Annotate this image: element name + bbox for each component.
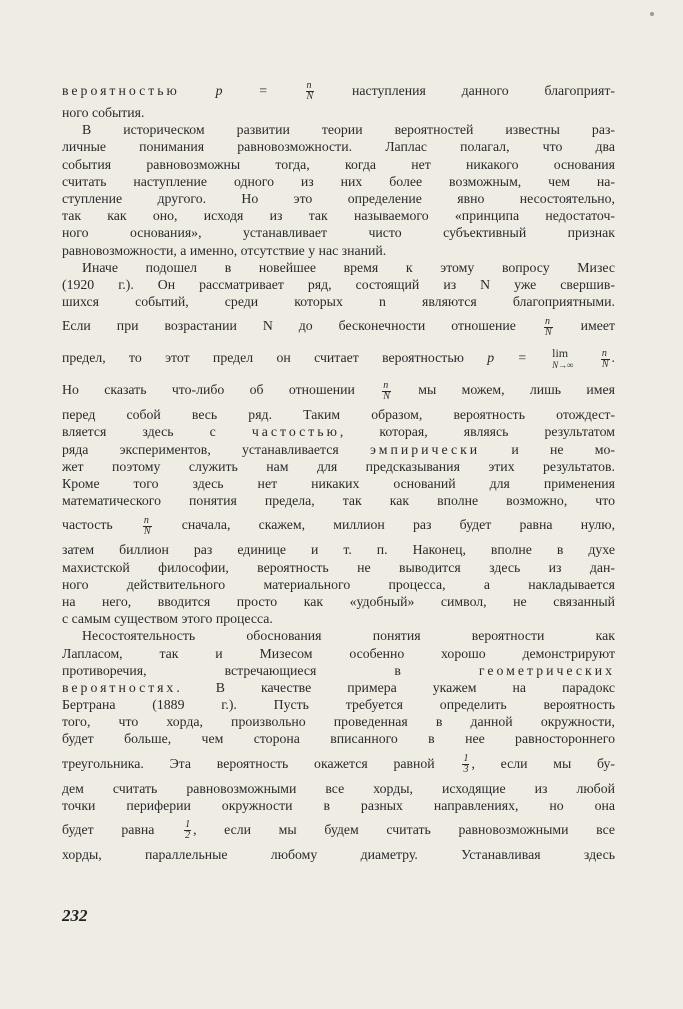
spaced-word: частостью (251, 424, 340, 440)
text-line-13: шихся событий, среди которых n являются благоприятными. (62, 294, 615, 310)
text-line-38: точки периферии окружности в разных направлениях, но она (62, 797, 615, 813)
text-line-32: вероятностях. В качестве примера укажем на парадокс (62, 679, 615, 695)
page-body (62, 78, 615, 863)
text-line-30: Лапласом, так и Мизесом особенно хорошо демонстрируют (62, 645, 615, 661)
text-line-5: события равновозможны тогда, когда нет никакого основания (62, 156, 615, 172)
text-line-25: махистской философии, вероятность не выводится здесь из дан- (62, 559, 615, 575)
text-line-6: считать наступление одного из них более возможным, чем на- (62, 173, 615, 189)
text-line-9: ного основания», устанавливает чисто субъективный признак (62, 225, 615, 241)
text-line-26: ного действительного материального процесса, а накладывается (62, 576, 615, 592)
text-line-15: предел, то этот предел он считает вероятностью p = lim N→∞ $\frac{n}{N}$ . (62, 346, 615, 371)
math-p: p = (487, 350, 527, 366)
fraction-one-third: $\frac{1}{3}$ (463, 752, 469, 775)
text-line-28: с самым существом этого процесса. (62, 611, 273, 627)
text-line-29: Несостоятельность обоснования понятия вероятности как (82, 628, 615, 644)
text-line-8: так как оно, исходя из так называемого «принципа недостаточ- (62, 208, 615, 224)
fraction-n-N: $\frac{n}{N}$ (544, 315, 552, 338)
text-line-14: Если при возрастании N до бесконечности отношение $\frac{n}{N}$ имеет (62, 315, 615, 338)
text-line-31: противоречия, встречающиеся в геометрических (62, 662, 615, 678)
spaced-word: геометрических (478, 662, 615, 678)
text-line-39: будет равна $\frac{1}{2}$ , если мы будем считать равновозможными все (62, 819, 615, 842)
fraction-n-N: $\frac{n}{N}$ (306, 80, 314, 103)
spaced-word: вероятностях (62, 679, 177, 695)
text-line-35: будет больше, чем сторона вписанного в нее равностороннего (62, 731, 615, 747)
text-line-21: Кроме того здесь нет никаких оснований для применения (62, 476, 615, 491)
text-line-24: затем биллион раз единице и т. п. Наконец, вполне в духе (62, 542, 615, 558)
text-line-4: личные понимания равновозможности. Лаплас полагал, что два (62, 139, 615, 155)
math-p: p = (215, 83, 268, 98)
text-line-22: математического понятия предела, так как вполне возможно, что (62, 493, 615, 509)
text-line-10: равновозможности, а именно, отсутствие у нас знаний. (62, 242, 387, 258)
text-line-36: треугольника. Эта вероятность окажется равной $\frac{1}{3}$ , если мы бу- (62, 752, 615, 775)
scan-speck (650, 12, 654, 16)
spaced-word: эмпирически (369, 441, 481, 457)
fraction-one-half: $\frac{1}{2}$ (185, 819, 191, 842)
text-line-16: Но сказать что-либо об отношении $\frac{n}{N}$ мы можем, лишь имея (62, 379, 615, 402)
fraction-n-N: $\frac{n}{N}$ (383, 379, 390, 402)
text-line-19: ряда экспериментов, устанавливается эмпирически и не мо- (62, 441, 615, 457)
text-line-34: того, что хорда, произвольно проведенная в данной окружности, (62, 714, 615, 730)
text-line-40: хорды, параллельные любому диаметру. Устанавливая здесь (62, 847, 615, 862)
text-line-1: вероятностью p = $\frac{n}{N}$ наступления данного благоприят- (62, 80, 615, 103)
text-line-2: ного события. (62, 105, 145, 120)
text-line-12: (1920 г.). Он рассматривает ряд, состоящий из N уже свершив- (62, 276, 615, 292)
text-line-3: В историческом развитии теории вероятностей известны раз- (82, 122, 615, 138)
spaced-word: вероятностью (62, 83, 180, 98)
page-number: 232 (62, 906, 88, 925)
text-line-37: дем считать равновозможными все хорды, исходящие из любой (62, 780, 615, 796)
text-line-7: ступление другого. Но это определение явно несостоятельно, (62, 190, 615, 206)
limit-expression: lim N→∞ (552, 346, 574, 371)
text-line-23: частость $\frac{n}{N}$ сначала, скажем, миллион раз будет равна нулю, (62, 514, 615, 537)
text-line-11: Иначе подошел в новейшее время к этому вопросу Мизес (82, 259, 615, 275)
text-line-17: перед собой весь ряд. Таким образом, вероятность отождест- (62, 407, 615, 423)
text-line-27: на него, вводится просто как «удобный» символ, не связанный (62, 593, 615, 609)
text-line-20: жет поэтому служить нам для предсказывания этих результатов. (62, 458, 615, 474)
fraction-n-N: $\frac{n}{N}$ (601, 347, 609, 370)
text-line-18: вляется здесь с частостью, которая, являясь результатом (62, 424, 615, 440)
text-line-33: Бертрана (1889 г.). Пусть требуется определить вероятность (62, 697, 615, 713)
fraction-n-N: $\frac{n}{N}$ (143, 514, 151, 537)
